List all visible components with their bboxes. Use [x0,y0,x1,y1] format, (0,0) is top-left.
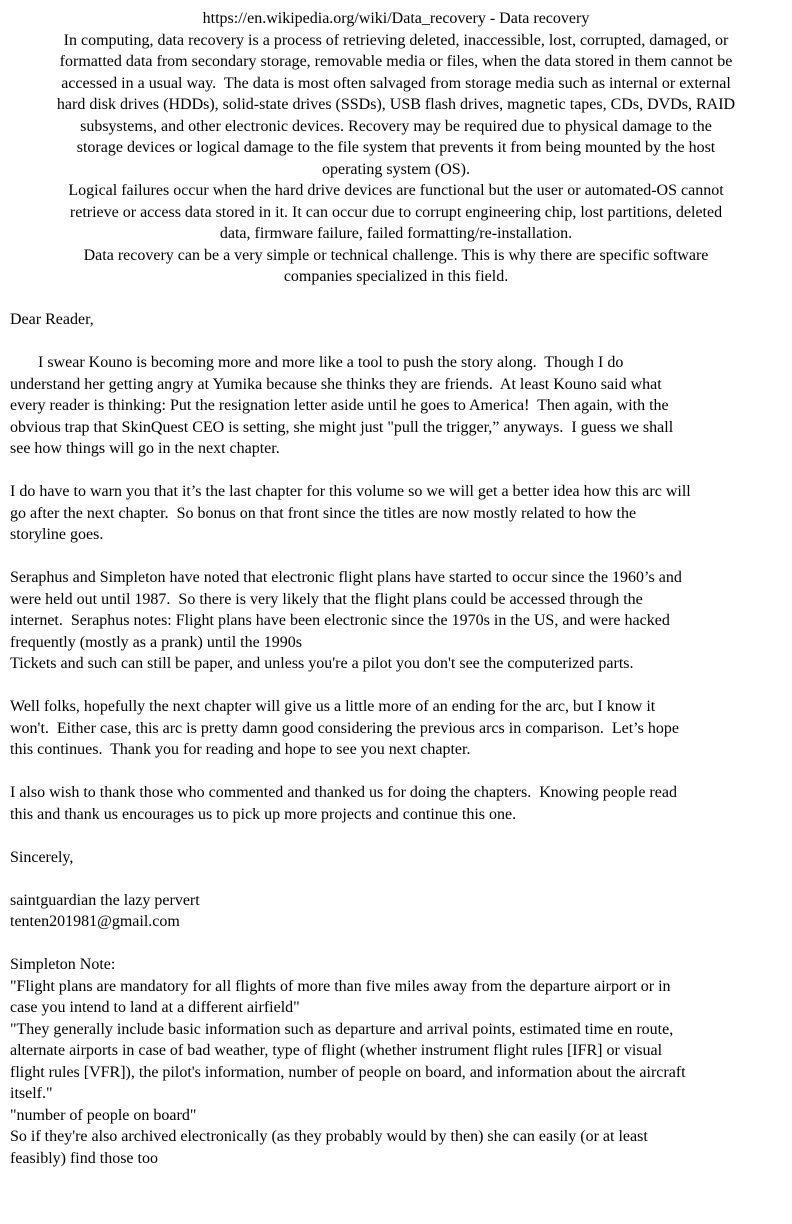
text-line [10,868,782,890]
text-line: this continues. Thank you for reading and hope to see you next chapter. [10,741,471,758]
text-line [10,288,782,310]
text-line: feasibly) find those too [10,1149,158,1167]
text-line: Logical failures occur when the hard drive devices are functional but the user or automated-OS cannot [68,182,724,199]
text-line: Tickets and such can still be paper, and unless you're a pilot you don't see the computerized parts. [10,655,634,672]
text-line: were held out until 1987. So there is very likely that the flight plans could be accessed through the [10,590,643,608]
text-line: Simpleton Note: [10,956,116,973]
text-line: Data recovery can be a very simple or technical challenge. This is why there are specific software [83,246,709,264]
text-line: flight rules [VFR]), the pilot's information, number of people on board, and information about the aircraft [10,1063,686,1081]
text-line: Well folks, hopefully the next chapter will give us a little more of an ending for the arc, but I know it [10,698,656,715]
text-line: subsystems, and other electronic devices. Recovery may be required due to physical damage to the [80,117,712,135]
text-line: "They generally include basic information such as departure and arrival points, estimated time en route, [10,1020,674,1038]
text-line: storage devices or logical damage to the file system that prevents it from being mounted by the host [76,139,716,156]
text-line: I also wish to thank those who commented and thanked us for doing the chapters. Knowing people read [10,784,677,801]
text-line: https://en.wikipedia.org/wiki/Data_recovery - Data recovery [202,10,590,27]
text-line: saintguardian the lazy pervert [10,891,200,909]
text-line: Seraphus and Simpleton have noted that electronic flight plans have started to occur since the 1960’s and [10,569,682,586]
wiki-excerpt-block [10,8,782,288]
text-line: I do have to warn you that it’s the last chapter for this volume so we will get a better idea how this arc will [10,483,691,500]
text-line: Sincerely, [10,848,74,866]
text-line: this and thank us encourages us to pick up more projects and continue this one. [10,805,517,823]
text-line [10,331,782,353]
text-line: understand her getting angry at Yumika because she thinks they are friends. At least Kouno said what [10,375,662,393]
text-line: alternate airports in case of bad weather, type of flight (whether instrument flight rules [IFR] or visual [10,1042,663,1059]
text-line: companies specialized in this field. [283,268,509,285]
text-line: storyline goes. [10,526,104,543]
text-line: data, firmware failure, failed formatting/re-installation. [219,225,573,242]
text-line: Dear Reader, [10,311,94,328]
text-line: see how things will go in the next chapter. [10,440,280,457]
text-line [10,825,782,847]
text-line: formatted data from secondary storage, removable media or files, when the data stored in them cannot be [59,53,733,70]
text-line: internet. Seraphus notes: Flight plans have been electronic since the 1970s in the US, and were hacked [10,612,670,629]
text-line: "number of people on board" [10,1106,197,1124]
text-line: accessed in a usual way. The data is most often salvaged from storage media such as internal or external [61,74,731,92]
text-line: itself." [10,1085,53,1102]
text-line [10,761,782,783]
text-line: obvious trap that SkinQuest CEO is setting, she might just "pull the trigger,” anyways. I guess we shall [10,418,674,436]
text-line: tenten201981@gmail.com [10,913,180,930]
text-line: frequently (mostly as a prank) until the 1990s [10,633,302,651]
text-line: won't. Either case, this arc is pretty damn good considering the previous arcs in comparison. Let’s hope [10,719,679,737]
text-line: I swear Kouno is becoming more and more like a tool to push the story along. Though I do [10,354,624,371]
text-line: case you intend to land at a different airfield" [10,999,300,1016]
text-line: So if they're also archived electronically (as they probably would by then) she can easily (or at least [10,1128,648,1145]
text-line: operating system (OS). [322,160,470,178]
text-line: every reader is thinking: Put the resignation letter aside until he goes to America! Then again, with the [10,397,669,414]
text-line: "Flight plans are mandatory for all flights of more than five miles away from the departure airport or in [10,977,671,995]
text-line: go after the next chapter. So bonus on that front since the titles are now mostly related to how the [10,504,637,522]
text-line [10,460,782,482]
text-line [10,546,782,568]
letter-block [10,288,782,1170]
text-line: In computing, data recovery is a process of retrieving deleted, inaccessible, lost, corrupted, damaged, or [63,31,729,49]
text-line [10,675,782,697]
text-line: retrieve or access data stored in it. It can occur due to corrupt engineering chip, lost partitions, deleted [69,203,723,221]
text-line: hard disk drives (HDDs), solid-state drives (SSDs), USB flash drives, magnetic tapes, CDs, DVDs, RAID [56,96,736,113]
text-line [10,933,782,955]
